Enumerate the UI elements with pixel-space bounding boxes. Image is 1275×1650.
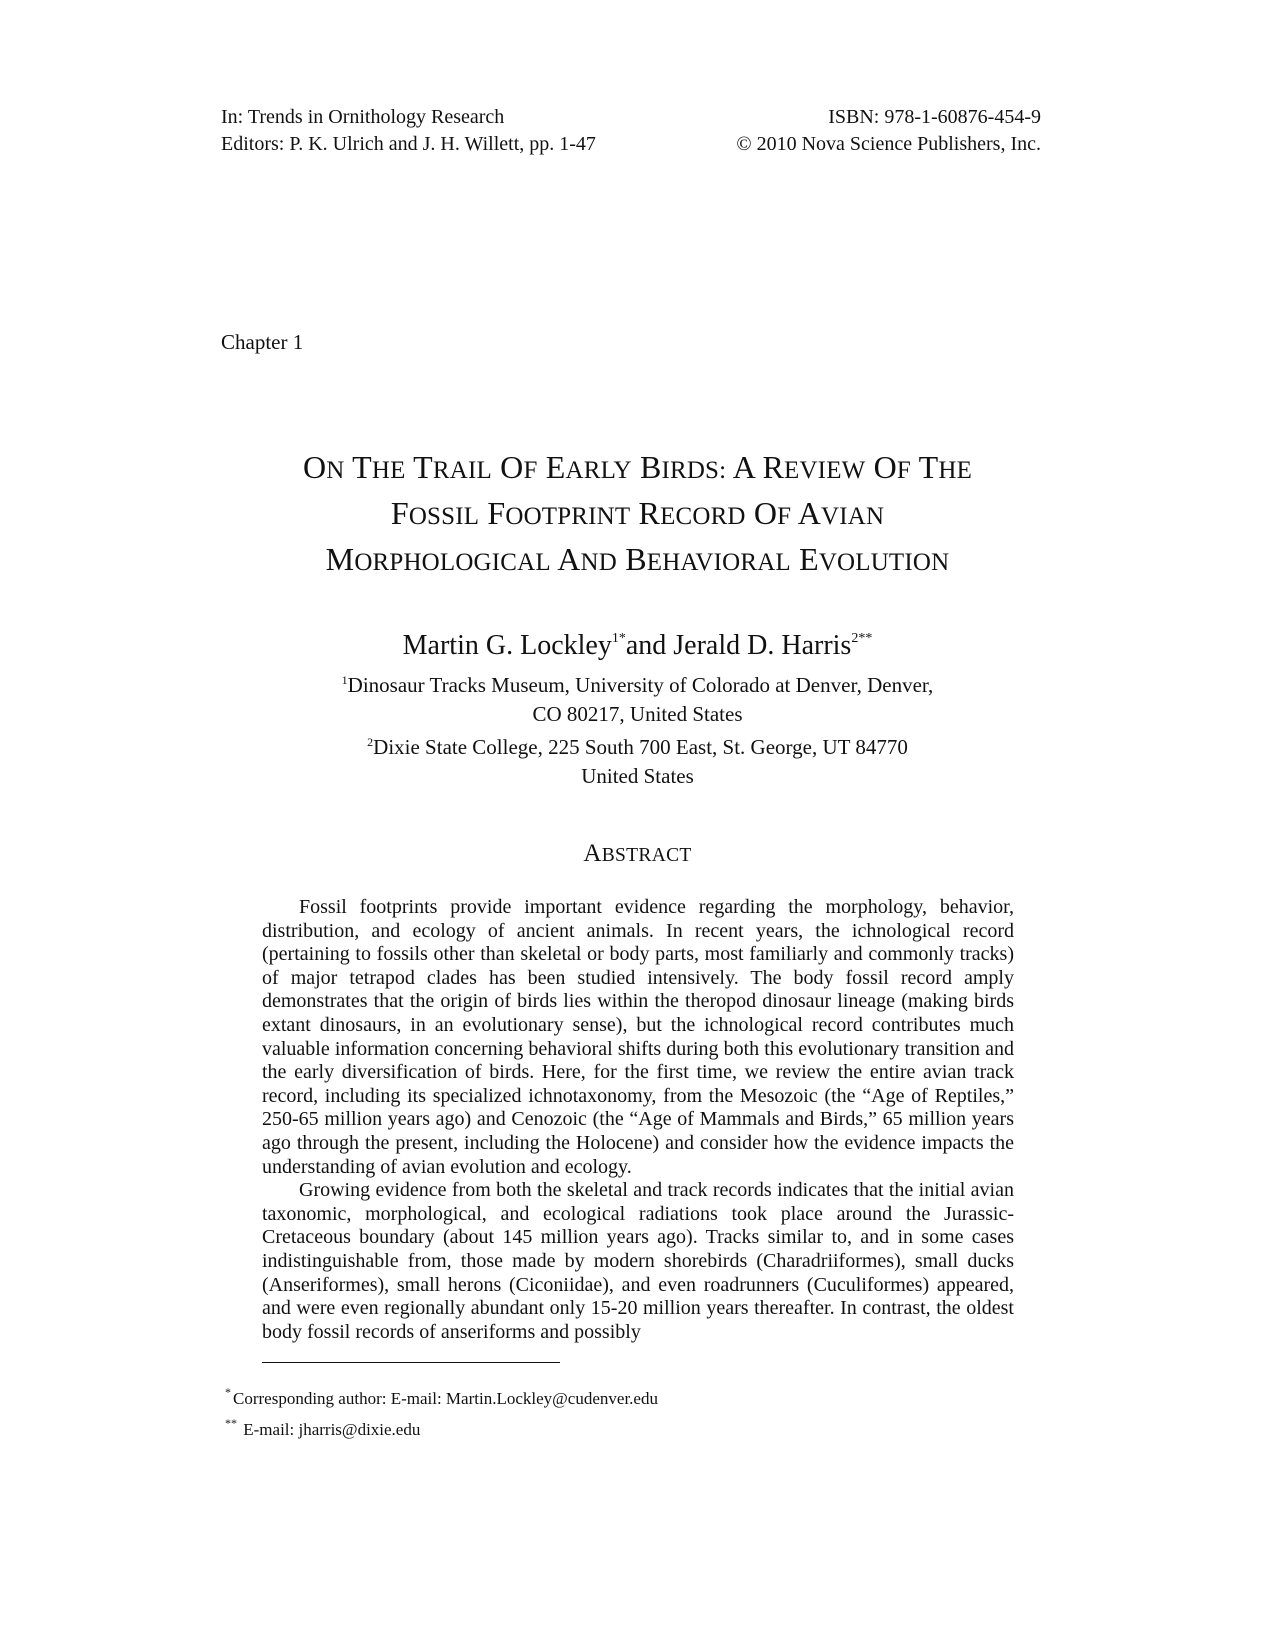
- title-line-1: ON THE TRAIL OF EARLY BIRDS: A REVIEW OF THE: [302, 449, 973, 485]
- author-1-marks: 1*: [611, 631, 626, 646]
- running-header: [221, 104, 1041, 158]
- isbn-line: ISBN: 978-1-60876-454-9: [828, 106, 1041, 128]
- affiliation-1-mark: 1: [341, 673, 348, 687]
- paper-title: [160, 446, 1115, 584]
- header-row-2: [221, 131, 1041, 158]
- abstract-paragraph-2: Growing evidence from both the skeletal and track records indicates that the initial avian taxonomic, morphological, and ecological radiations took place around the Jurassic-Cretaceous boundary (about 145 million years ago). Tracks similar to, and in some cases indistinguishable from, those made by modern shorebirds (Charadriiformes), small ducks (Anseriformes), small herons (Ciconiidae), and even roadrunners (Cuculiformes) appeared, and were even regionally abundant only 15-20 million years thereafter. In contrast, the oldest body fossil records of anseriforms and possibly: [262, 1179, 1014, 1343]
- author-1-name: Martin G. Lockley: [402, 630, 612, 661]
- footnote-separator: [262, 1362, 560, 1363]
- affiliation-2-line-2: United States: [581, 763, 694, 788]
- affiliation-1-line-2: CO 80217, United States: [532, 701, 743, 726]
- abstract-heading: ABSTRACT: [583, 840, 692, 867]
- affiliation-2-mark: 2: [367, 735, 374, 749]
- affiliation-1-line-1: $^1$Dinosaur Tracks Museum, University of Colorado at Denver, Denver,: [341, 673, 934, 697]
- header-row-1: [221, 104, 1041, 131]
- author-2-name: Jerald D. Harris: [673, 630, 852, 661]
- footnote-2-mark: **: [225, 1416, 237, 1430]
- editors-line: Editors: P. K. Ulrich and J. H. Willett, pp. 1-47: [221, 133, 596, 155]
- footnote-1: * Corresponding author: E-mail: Martin.Lockley@cudenver.edu: [225, 1385, 658, 1408]
- footnotes: [225, 1380, 658, 1442]
- abstract-paragraph-1: Fossil footprints provide important evidence regarding the morphology, behavior, distribution, and ecology of ancient animals. In recent years, the ichnological record (pertaining to fossils other than skeletal or body parts, most familiarly and commonly tracks) of major tetrapod clades has been studied intensively. The body fossil record amply demonstrates that the origin of birds lies within the theropod dinosaur lineage (making birds extant dinosaurs, in an evolutionary sense), but the ichnological record contributes much valuable information concerning behavioral shifts during both this evolutionary transition and the early diversification of birds. Here, for the first time, we review the entire avian track record, including its specialized ichnotaxonomy, from the Mesozoic (the “Age of Reptiles,” 250-65 million years ago) and Cenozoic (the “Age of Mammals and Birds,” 65 million years ago through the present, including the Holocene) and consider how the evidence impacts the understanding of avian evolution and ecology.: [262, 896, 1014, 1178]
- footnote-1-mark: *: [225, 1385, 231, 1399]
- copyright-line: © 2010 Nova Science Publishers, Inc.: [736, 133, 1041, 155]
- title-line-3: MORPHOLOGICAL AND BEHAVIORAL EVOLUTION: [325, 541, 950, 577]
- author-conjunction: and: [625, 630, 667, 661]
- abstract-body: [262, 896, 1014, 1344]
- affiliations: [160, 666, 1115, 790]
- book-title-line: In: Trends in Ornithology Research: [221, 106, 505, 128]
- footnote-2: ** E-mail: jharris@dixie.edu: [225, 1416, 421, 1439]
- chapter-label: Chapter 1: [221, 330, 304, 354]
- author-line: [160, 630, 1115, 662]
- title-line-2: FOSSIL FOOTPRINT RECORD OF AVIAN: [390, 495, 885, 531]
- author-2-marks: 2**: [851, 631, 873, 646]
- affiliation-2-line-1: $^2$Dixie State College, 225 South 700 East, St. George, UT 84770: [367, 735, 908, 759]
